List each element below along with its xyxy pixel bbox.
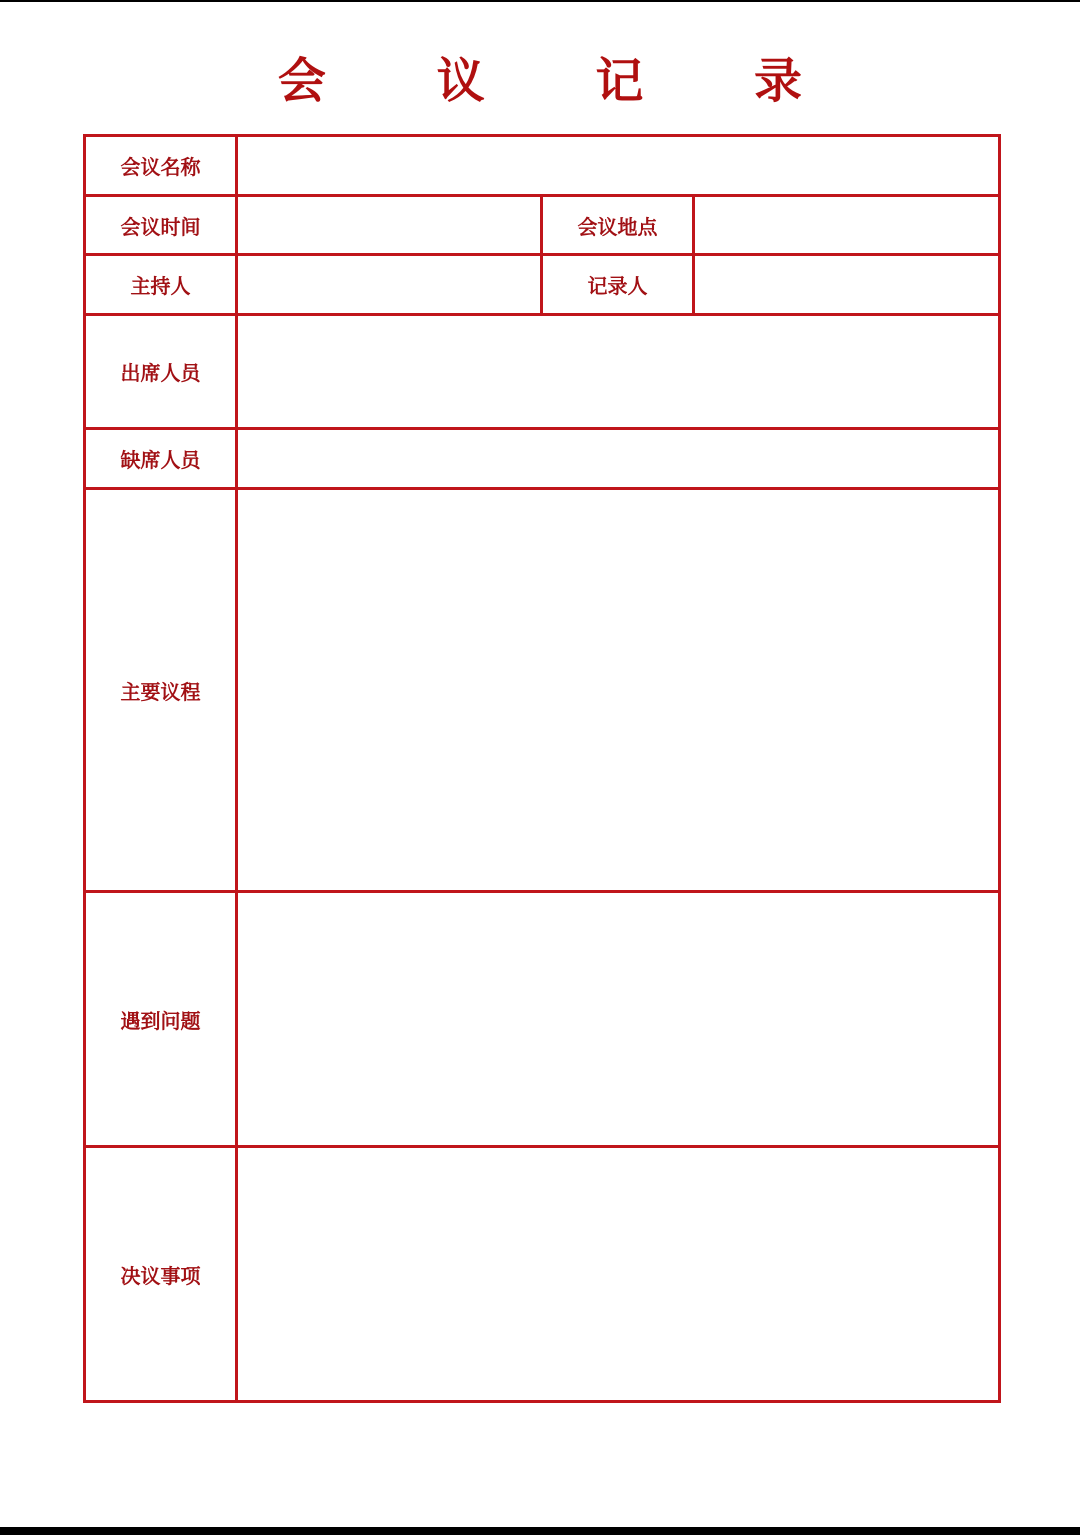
meeting-name-label: 会议名称 bbox=[85, 136, 237, 196]
agenda-field[interactable] bbox=[237, 489, 1000, 892]
meeting-time-label: 会议时间 bbox=[85, 196, 237, 255]
bottom-border-bar bbox=[0, 1527, 1080, 1535]
absentees-label: 缺席人员 bbox=[85, 429, 237, 489]
meeting-name-field[interactable] bbox=[237, 136, 1000, 196]
recorder-field[interactable] bbox=[694, 255, 1000, 315]
row-resolutions bbox=[85, 1147, 1000, 1402]
agenda-label: 主要议程 bbox=[85, 489, 237, 892]
row-attendees bbox=[85, 315, 1000, 429]
issues-field[interactable] bbox=[237, 892, 1000, 1147]
meeting-location-field[interactable] bbox=[694, 196, 1000, 255]
row-agenda bbox=[85, 489, 1000, 892]
issues-label: 遇到问题 bbox=[85, 892, 237, 1147]
row-time-location bbox=[85, 196, 1000, 255]
attendees-label: 出席人员 bbox=[85, 315, 237, 429]
attendees-field[interactable] bbox=[237, 315, 1000, 429]
row-absentees bbox=[85, 429, 1000, 489]
resolutions-field[interactable] bbox=[237, 1147, 1000, 1402]
absentees-field[interactable] bbox=[237, 429, 1000, 489]
meeting-location-label: 会议地点 bbox=[542, 196, 694, 255]
meeting-time-field[interactable] bbox=[237, 196, 542, 255]
host-label: 主持人 bbox=[85, 255, 237, 315]
form-title: 会 议 记 录 bbox=[277, 53, 850, 109]
recorder-label: 记录人 bbox=[542, 255, 694, 315]
resolutions-label: 决议事项 bbox=[85, 1147, 237, 1402]
host-field[interactable] bbox=[237, 255, 542, 315]
row-meeting-name bbox=[85, 136, 1000, 196]
row-host-recorder bbox=[85, 255, 1000, 315]
top-border-line bbox=[0, 0, 1080, 2]
row-issues bbox=[85, 892, 1000, 1147]
meeting-record-table bbox=[83, 134, 1001, 1403]
